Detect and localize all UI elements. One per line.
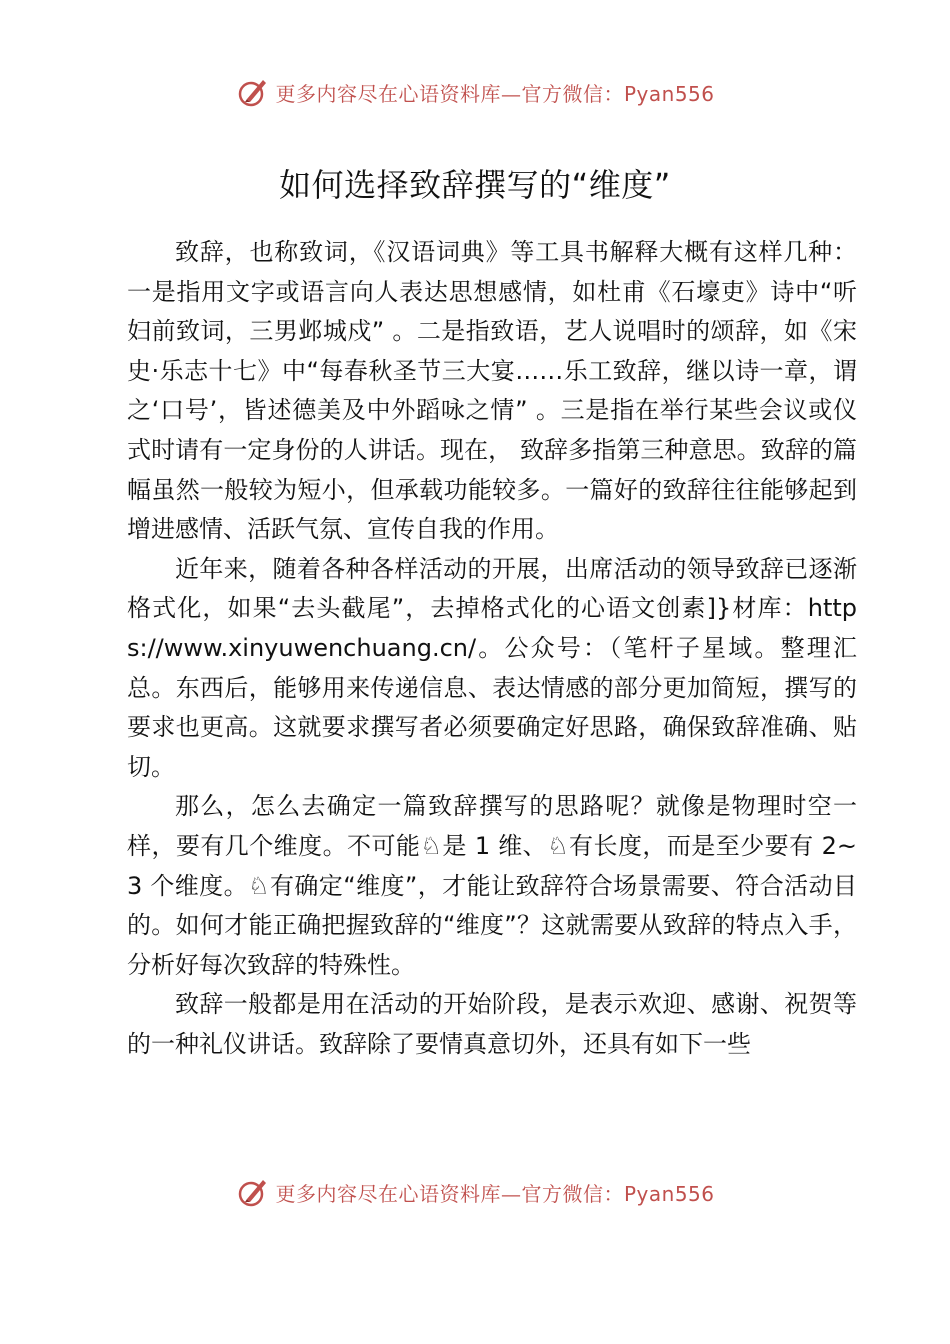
footer-wechat-id: Pyan556 (623, 1181, 715, 1206)
paragraph-3: 那么，怎么去确定一篇致辞撰写的思路呢？就像是物理时空一样，要有几个维度。不可能♘是 1 维、♘有长度，而是至少要有 2~3 个维度。♘有确定“维度”，才能让致辞符合场景需要、符合活动目的。如何才能正确把握致辞的“维度”？这就需要从致辞的特点入手，分析好每次致辞的特殊性。 (127, 792, 857, 979)
header-banner-text: 更多内容尽在心语资料库—官方微信：Pyan556 (275, 81, 715, 106)
paragraph-1: 致辞，也称致词，《汉语词典》等工具书解释大概有这样几种：一是指用文字或语言向人表达思想感情，如杜甫《石壕吏》诗中“听妇前致词，三男邺城戍” 。二是指致语，艺人说唱时的颂辞，如《宋史·乐志十七》中“每春秋圣节三大宴……乐工致辞，继以诗一章，谓之‘口号’，皆述德美及中外蹈咏之情” 。三是指在举行某些会议或仪式时请有一定身份的人讲话。现在， 致辞多指第三种意思。致辞的篇幅虽然一般较为短小，但承载功能较多。一篇好的致辞往往能够起到增进感情、活跃气氛、宣传自我的作用。 (127, 238, 857, 544)
header-banner (0, 72, 950, 112)
paragraph-2: 近年来，随着各种各样活动的开展，出席活动的领导致辞已逐渐格式化，如果“去头截尾”，去掉格式化的心语文创素]}材库：https://www.xinyuwenchuang.cn/。公众号：（笔杆子星域。整理汇总。东西后，能够用来传递信息、表达情感的部分更加简短，撰写的要求也更高。这就要求撰写者必须要确定好思路，确保致辞准确、贴切。 (127, 554, 857, 781)
pen-logo-icon (235, 1175, 269, 1209)
footer-banner-text: 更多内容尽在心语资料库—官方微信：Pyan556 (275, 1181, 715, 1206)
page-title: 如何选择致辞撰写的“维度” (279, 166, 671, 204)
header-wechat-id: Pyan556 (623, 81, 715, 106)
footer-banner (0, 1172, 950, 1212)
paragraph-4: 致辞一般都是用在活动的开始阶段，是表示欢迎、感谢、祝贺等的一种礼仪讲话。致辞除了要情真意切外，还具有如下一些 (127, 990, 857, 1058)
pen-logo-icon (235, 75, 269, 109)
article-body (127, 233, 857, 1064)
